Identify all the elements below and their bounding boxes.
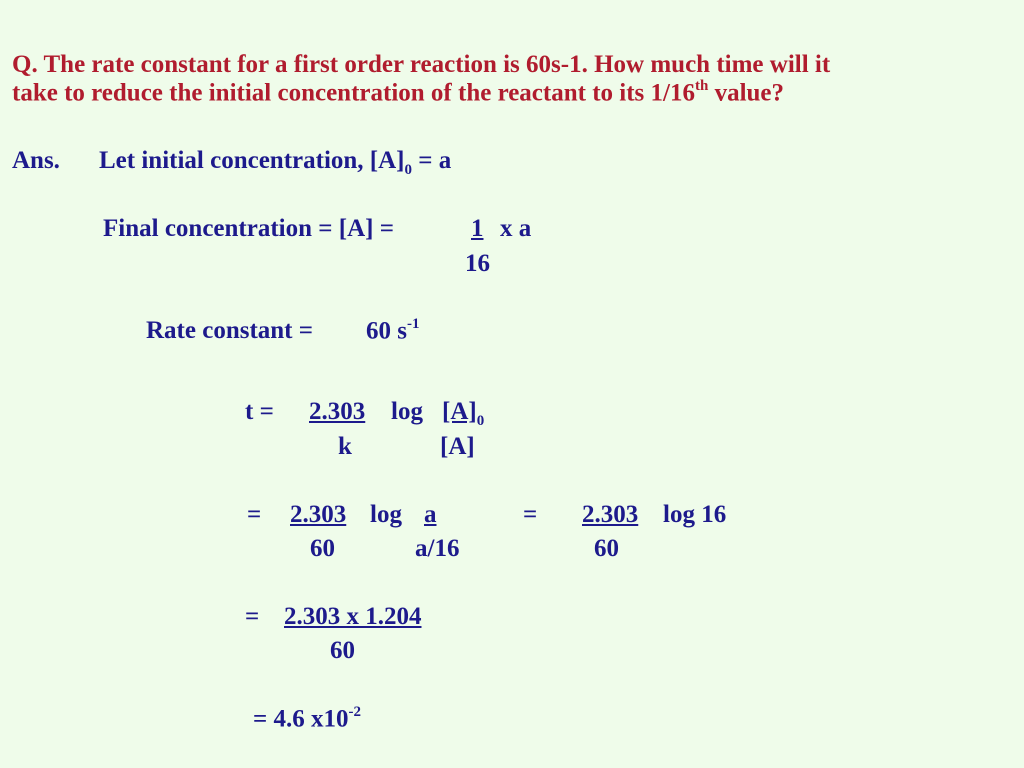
step1-denominator-a16: a/16: [415, 535, 460, 562]
final-concentration-label: Final concentration = [A] =: [103, 215, 394, 242]
result-superscript: -2: [348, 704, 361, 720]
question-line-2: [12, 80, 784, 105]
step1-equals-2: =: [523, 501, 538, 528]
formula-a0-text: [A]: [442, 398, 477, 425]
formula-denominator-k: k: [338, 433, 352, 460]
step1-denominator: 60: [310, 535, 335, 562]
result: [253, 706, 361, 731]
step1-a-numerator: a: [424, 501, 437, 528]
step1-denominator-2: 60: [594, 535, 619, 562]
step2-equals: =: [245, 603, 260, 630]
final-concentration-numerator: 1: [471, 215, 484, 242]
step1-log-16: log 16: [663, 501, 727, 528]
question-line-2-end: value?: [708, 79, 785, 107]
question-superscript: th: [694, 78, 709, 94]
step1-numerator-2: 2.303: [582, 501, 639, 528]
step2-denominator: 60: [330, 637, 355, 664]
rate-constant-label: Rate constant =: [146, 317, 314, 344]
step1-log: log: [370, 501, 402, 528]
question-line-2-text: take to reduce the initial concentration of the reactant to its 1/16: [12, 79, 695, 107]
final-concentration-times-a: x a: [500, 215, 532, 242]
step1-numerator: 2.303: [290, 501, 347, 528]
formula-denominator-a: [A]: [440, 433, 475, 460]
initial-concentration-equals: = a: [412, 147, 452, 174]
rate-constant-superscript: -1: [406, 316, 420, 332]
step1-equals: =: [247, 501, 262, 528]
step2-numerator: 2.303 x 1.204: [284, 603, 422, 630]
rate-constant-number: 60 s: [366, 317, 407, 345]
final-concentration-denominator: 16: [465, 250, 490, 277]
formula-a0: [442, 399, 484, 429]
formula-t-equals: t =: [245, 398, 274, 425]
rate-constant-value: [366, 318, 419, 343]
answer-label: Ans.: [12, 147, 60, 174]
result-text: = 4.6 x10: [253, 705, 349, 733]
initial-concentration-text: Let initial concentration, [A]: [99, 147, 405, 174]
formula-numerator: 2.303: [309, 398, 366, 425]
initial-concentration: [99, 148, 451, 178]
formula-log: log: [391, 398, 423, 425]
initial-concentration-subscript: 0: [404, 162, 413, 178]
formula-a0-subscript: 0: [476, 413, 485, 429]
question-line-1: Q. The rate constant for a first order reaction is 60s-1. How much time will it: [12, 51, 831, 78]
